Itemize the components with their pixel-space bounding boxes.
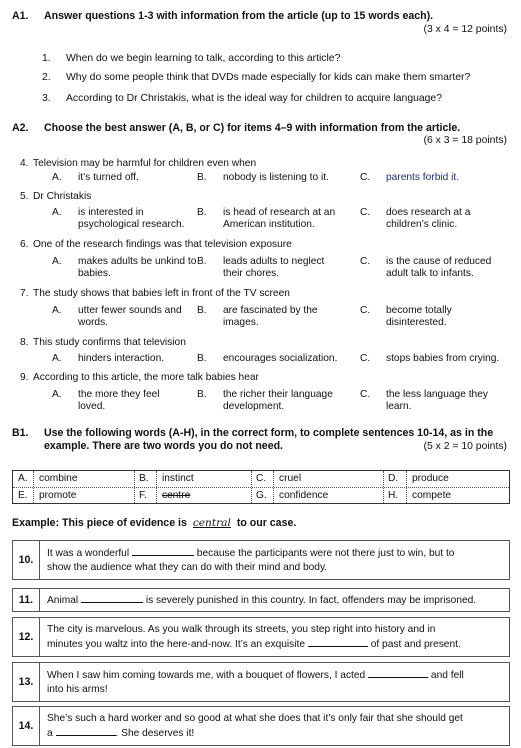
a2-number: A2.: [12, 122, 29, 134]
a1-instruction: Answer questions 1-3 with information from the article (up to 15 words each).: [44, 10, 434, 22]
a2-instruction: Choose the best answer (A, B, or C) for items 4–9 with information from the article.: [44, 122, 461, 134]
b1-points: (5 x 2 = 10 points): [423, 441, 507, 452]
word-g-letter: G.: [256, 490, 267, 501]
b1-number: B1.: [12, 427, 29, 439]
word-d-letter: D.: [388, 473, 399, 484]
word-a-letter: A.: [18, 473, 28, 484]
sentence-11-blank[interactable]: [81, 593, 143, 603]
sentence-14: 14. She’s such a hard worker and so good at what she does that it’s only fair that she should get a . She deserves it!: [12, 706, 510, 746]
word-b-letter: B.: [139, 473, 149, 484]
word-bank: [12, 470, 510, 504]
sentence-14-blank[interactable]: [56, 726, 116, 736]
sentence-14-number: 14.: [13, 707, 40, 745]
sentence-10-blank[interactable]: [132, 546, 194, 556]
word-b: instinct: [162, 473, 194, 484]
word-e-letter: E.: [18, 490, 28, 501]
example-answer: central: [192, 517, 231, 529]
sentence-10: 10. It was a wonderful because the participants were not there just to win, but to show the audience what they can do with their mind and body.: [12, 540, 510, 580]
sentence-12-number: 12.: [13, 618, 40, 656]
a1-points: (3 x 4 = 12 points): [423, 24, 507, 35]
word-c-letter: C.: [256, 473, 267, 484]
sentence-11: 11. Animal is severely punished in this country. In fact, offenders may be imprisoned.: [12, 588, 510, 612]
sentence-13-blank[interactable]: [368, 668, 428, 678]
sentence-13: 13. When I saw him coming towards me, with a bouquet of flowers, I acted and fell into his arms!: [12, 662, 510, 702]
word-c: cruel: [279, 473, 302, 484]
sentence-12: 12. The city is marvelous. As you walk through its streets, you step right into history and in minutes you waltz into the here-and-now. It’s an exquisite of past and present.: [12, 617, 510, 657]
word-f-used: centre: [162, 490, 191, 501]
a2-points: (6 x 3 = 18 points): [423, 135, 507, 146]
word-f-letter: F.: [139, 490, 147, 501]
word-g: confidence: [279, 490, 329, 501]
a1-number: A1.: [12, 10, 29, 22]
sentence-11-number: 11.: [13, 589, 40, 611]
word-d: produce: [412, 473, 449, 484]
word-e: promote: [39, 490, 77, 501]
sentence-12-blank[interactable]: [308, 637, 368, 647]
example-sentence: Example: This piece of evidence is central to our case.: [12, 517, 297, 529]
sentence-10-number: 10.: [13, 541, 40, 579]
word-h: compete: [412, 490, 452, 501]
sentence-13-number: 13.: [13, 663, 40, 701]
word-h-letter: H.: [388, 490, 399, 501]
word-a: combine: [39, 473, 78, 484]
b1-instruction: Use the following words (A-H), in the correct form, to complete sentences 10-14, as in the example. There are two words you do not need.: [44, 427, 494, 452]
